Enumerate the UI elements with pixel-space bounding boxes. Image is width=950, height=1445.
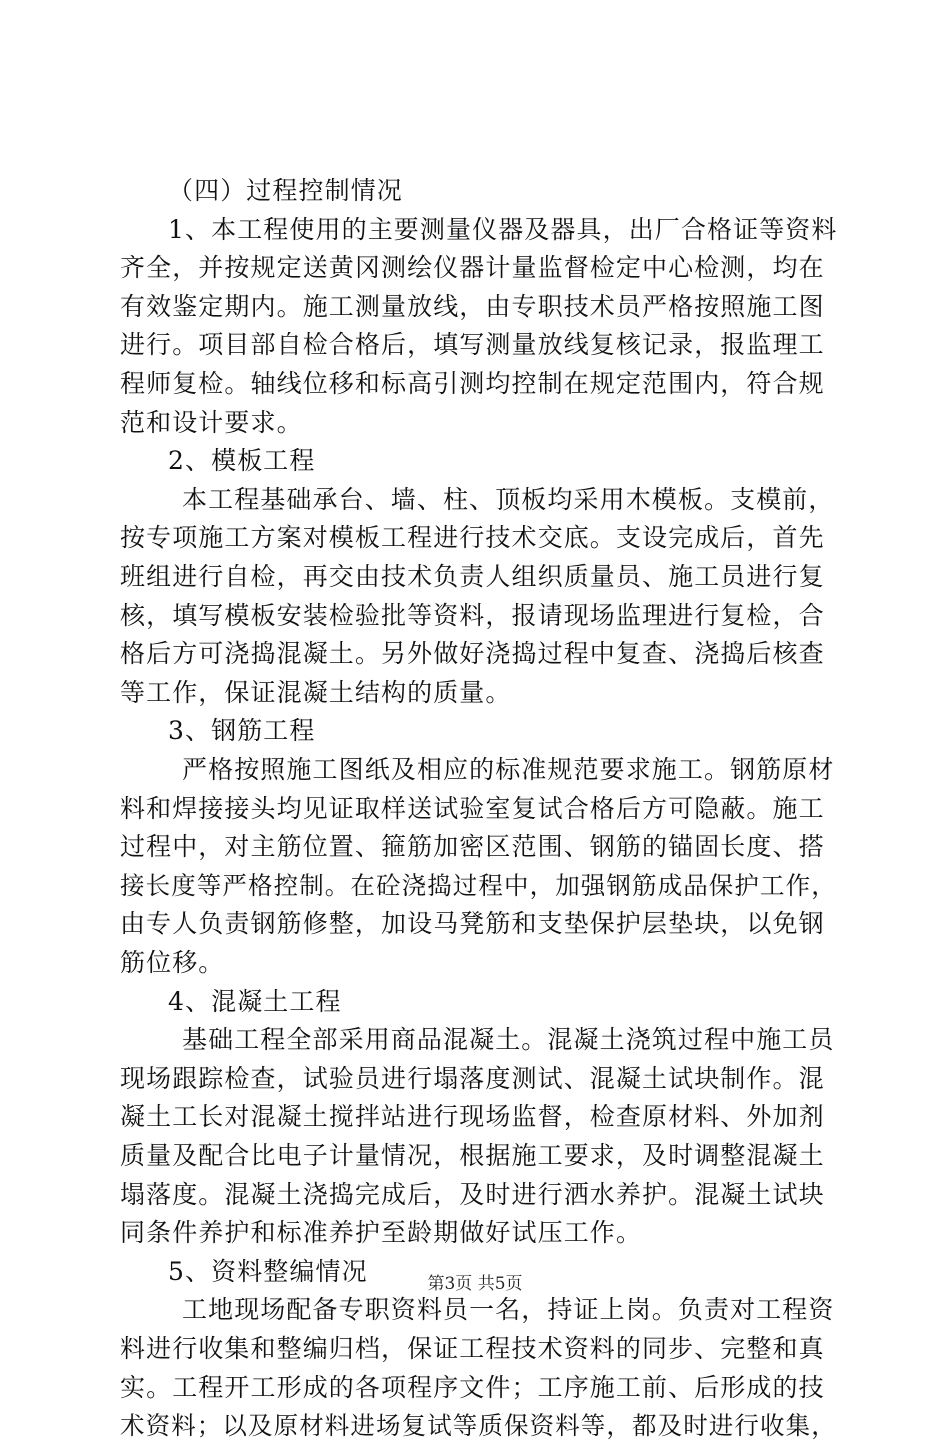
text-line: 核，填写模板安装检验批等资料，报请现场监理进行复检，合 — [120, 600, 825, 630]
text-line: 4、混凝土工程 — [168, 986, 342, 1016]
text-line: 术资料；以及原材料进场复试等质保资料等，都及时进行收集， — [120, 1411, 837, 1441]
text-line: 由专人负责钢筋修整，加设马凳筋和支垫保护层垫块，以免钢 — [120, 909, 825, 939]
text-line: 现场跟踪检查，试验员进行塌落度测试、混凝土试块制作。混 — [120, 1063, 825, 1093]
text-line: 接长度等严格控制。在砼浇捣过程中，加强钢筋成品保护工作， — [120, 870, 837, 900]
text-line: 质量及配合比电子计量情况，根据施工要求，及时调整混凝土 — [120, 1141, 825, 1170]
text-line: 程师复检。轴线位移和标高引测均控制在规定范围内，符合规 — [120, 369, 825, 398]
text-line: 料和焊接接头均见证取样送试验室复试合格后方可隐蔽。施工 — [120, 793, 825, 823]
text-line: 严格按照施工图纸及相应的标准规范要求施工。钢筋原材 — [182, 755, 835, 784]
text-line: 按专项施工方案对模板工程进行技术交底。支设完成后，首先 — [120, 523, 825, 553]
text-line: 5、资料整编情况 — [168, 1256, 368, 1286]
text-line: 齐全，并按规定送黄冈测绘仪器计量监督检定中心检测，均在 — [120, 253, 825, 283]
page-footer: 第3页 共5页 — [427, 1274, 523, 1294]
text-line: 班组进行自检，再交由技术负责人组织质量员、施工员进行复 — [120, 562, 825, 591]
text-line: 工地现场配备专职资料员一名，持证上岗。负责对工程资 — [182, 1295, 835, 1325]
text-line: 2、模板工程 — [168, 446, 316, 476]
text-line: 凝土工长对混凝土搅拌站进行现场监督，检查原材料、外加剂 — [120, 1102, 825, 1132]
text-line: 同条件养护和标准养护至龄期做好试压工作。 — [120, 1218, 643, 1248]
text-line: 1、本工程使用的主要测量仪器及器具，出厂合格证等资料 — [168, 214, 838, 244]
text-line: 有效鉴定期内。施工测量放线，由专职技术员严格按照施工图 — [120, 291, 825, 321]
text-line: 3、钢筋工程 — [168, 716, 316, 746]
text-line: 筋位移。 — [120, 948, 225, 977]
text-line: 过程中，对主筋位置、箍筋加密区范围、钢筋的锚固长度、搭 — [120, 832, 825, 862]
text-line: 实。工程开工形成的各项程序文件；工序施工前、后形成的技 — [120, 1372, 825, 1402]
text-line: （四）过程控制情况 — [168, 176, 403, 205]
text-line: 范和设计要求。 — [120, 407, 303, 437]
text-line: 格后方可浇捣混凝土。另外做好浇捣过程中复查、浇捣后核查 — [120, 639, 825, 669]
text-line: 塌落度。混凝土浇捣完成后，及时进行洒水养护。混凝土试块 — [120, 1179, 825, 1209]
text-line: 本工程基础承台、墙、柱、顶板均采用木模板。支模前， — [182, 484, 835, 514]
text-line: 等工作，保证混凝土结构的质量。 — [120, 677, 512, 707]
text-line: 料进行收集和整编归档，保证工程技术资料的同步、完整和真 — [120, 1334, 825, 1363]
text-line: 基础工程全部采用商品混凝土。混凝土浇筑过程中施工员 — [182, 1025, 835, 1055]
text-line: 进行。项目部自检合格后，填写测量放线复核记录，报监理工 — [120, 330, 825, 360]
